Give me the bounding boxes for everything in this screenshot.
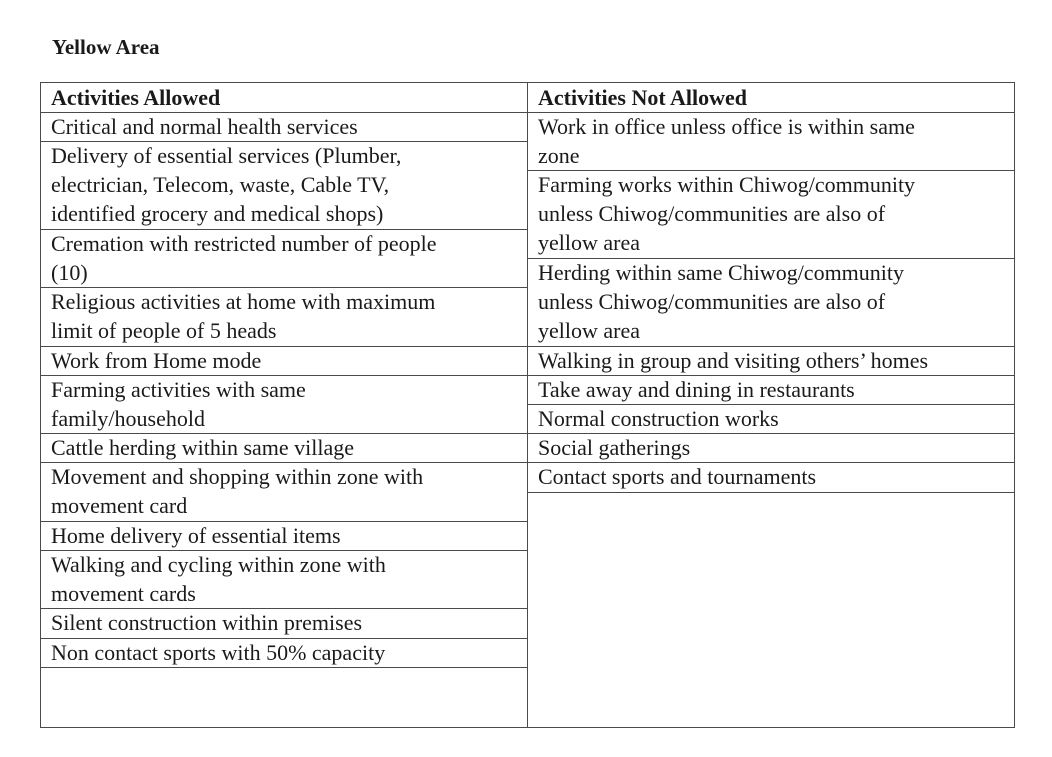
allowed-row-line: Non contact sports with 50% capacity: [51, 639, 386, 665]
not-allowed-row-line: Take away and dining in restaurants: [538, 376, 855, 402]
allowed-row: [40, 521, 341, 550]
not-allowed-row: [527, 112, 915, 170]
allowed-row: [40, 638, 385, 667]
allowed-row: [40, 550, 386, 608]
allowed-row-line: movement card: [51, 493, 188, 519]
not-allowed-row-line: Farming works within Chiwog/community: [538, 172, 916, 198]
allowed-row: [40, 433, 354, 462]
activities-table: [40, 82, 1015, 728]
not-allowed-row-line: Walking in group and visiting others’ homes: [538, 347, 929, 373]
allowed-row-line: electrician, Telecom, waste, Cable TV,: [51, 172, 390, 198]
allowed-row-line: family/household: [51, 405, 205, 431]
not-allowed-row: [527, 346, 928, 375]
allowed-row-line: identified grocery and medical shops): [51, 201, 384, 227]
allowed-row-line: Home delivery of essential items: [51, 522, 341, 548]
header-activities-allowed: Activities Allowed: [51, 85, 221, 110]
allowed-row-line: (10): [51, 259, 88, 285]
allowed-row-line: Religious activities at home with maximum: [51, 289, 436, 315]
not-allowed-row-line: unless Chiwog/communities are also of: [538, 289, 886, 314]
allowed-row-line: Silent construction within premises: [51, 610, 363, 636]
not-allowed-row-divider: [527, 492, 1015, 493]
not-allowed-row-line: Work in office unless office is within same: [538, 114, 915, 139]
not-allowed-row-line: Herding within same Chiwog/community: [538, 260, 905, 285]
not-allowed-row: [527, 433, 690, 462]
not-allowed-row-line: yellow area: [538, 230, 640, 256]
not-allowed-row-line: Social gatherings: [538, 435, 691, 461]
not-allowed-row: [527, 462, 816, 491]
not-allowed-row: [527, 404, 779, 433]
allowed-row-line: movement cards: [51, 581, 196, 606]
allowed-row-line: Work from Home mode: [51, 347, 262, 373]
not-allowed-row-line: Contact sports and tournaments: [538, 464, 817, 490]
allowed-row: [40, 608, 362, 637]
not-allowed-row: [527, 258, 904, 345]
allowed-row-line: Cremation with restricted number of people: [51, 230, 437, 256]
allowed-row: [40, 462, 423, 520]
allowed-row: [40, 141, 401, 228]
not-allowed-row-line: zone: [538, 143, 580, 168]
allowed-row: [40, 346, 261, 375]
not-allowed-row-line: Normal construction works: [538, 406, 779, 431]
not-allowed-row: [527, 375, 855, 404]
allowed-row-line: Movement and shopping within zone with: [51, 464, 424, 490]
allowed-row-line: Farming activities with same: [51, 376, 306, 402]
not-allowed-row: [527, 170, 915, 257]
header-activities-not-allowed: Activities Not Allowed: [538, 85, 747, 110]
allowed-row-line: limit of people of 5 heads: [51, 318, 277, 344]
allowed-row: [40, 287, 435, 345]
allowed-row-line: Walking and cycling within zone with: [51, 552, 386, 577]
allowed-row: [40, 112, 358, 141]
section-title: Yellow Area: [52, 35, 160, 59]
not-allowed-row-line: yellow area: [538, 318, 640, 343]
allowed-row: [40, 229, 437, 287]
not-allowed-row-line: unless Chiwog/communities are also of: [538, 201, 886, 227]
allowed-row-line: Cattle herding within same village: [51, 435, 355, 461]
allowed-row-line: Delivery of essential services (Plumber,: [51, 143, 402, 169]
allowed-row-divider: [40, 667, 528, 668]
allowed-row-line: Critical and normal health services: [51, 114, 358, 139]
allowed-row: [40, 375, 306, 433]
